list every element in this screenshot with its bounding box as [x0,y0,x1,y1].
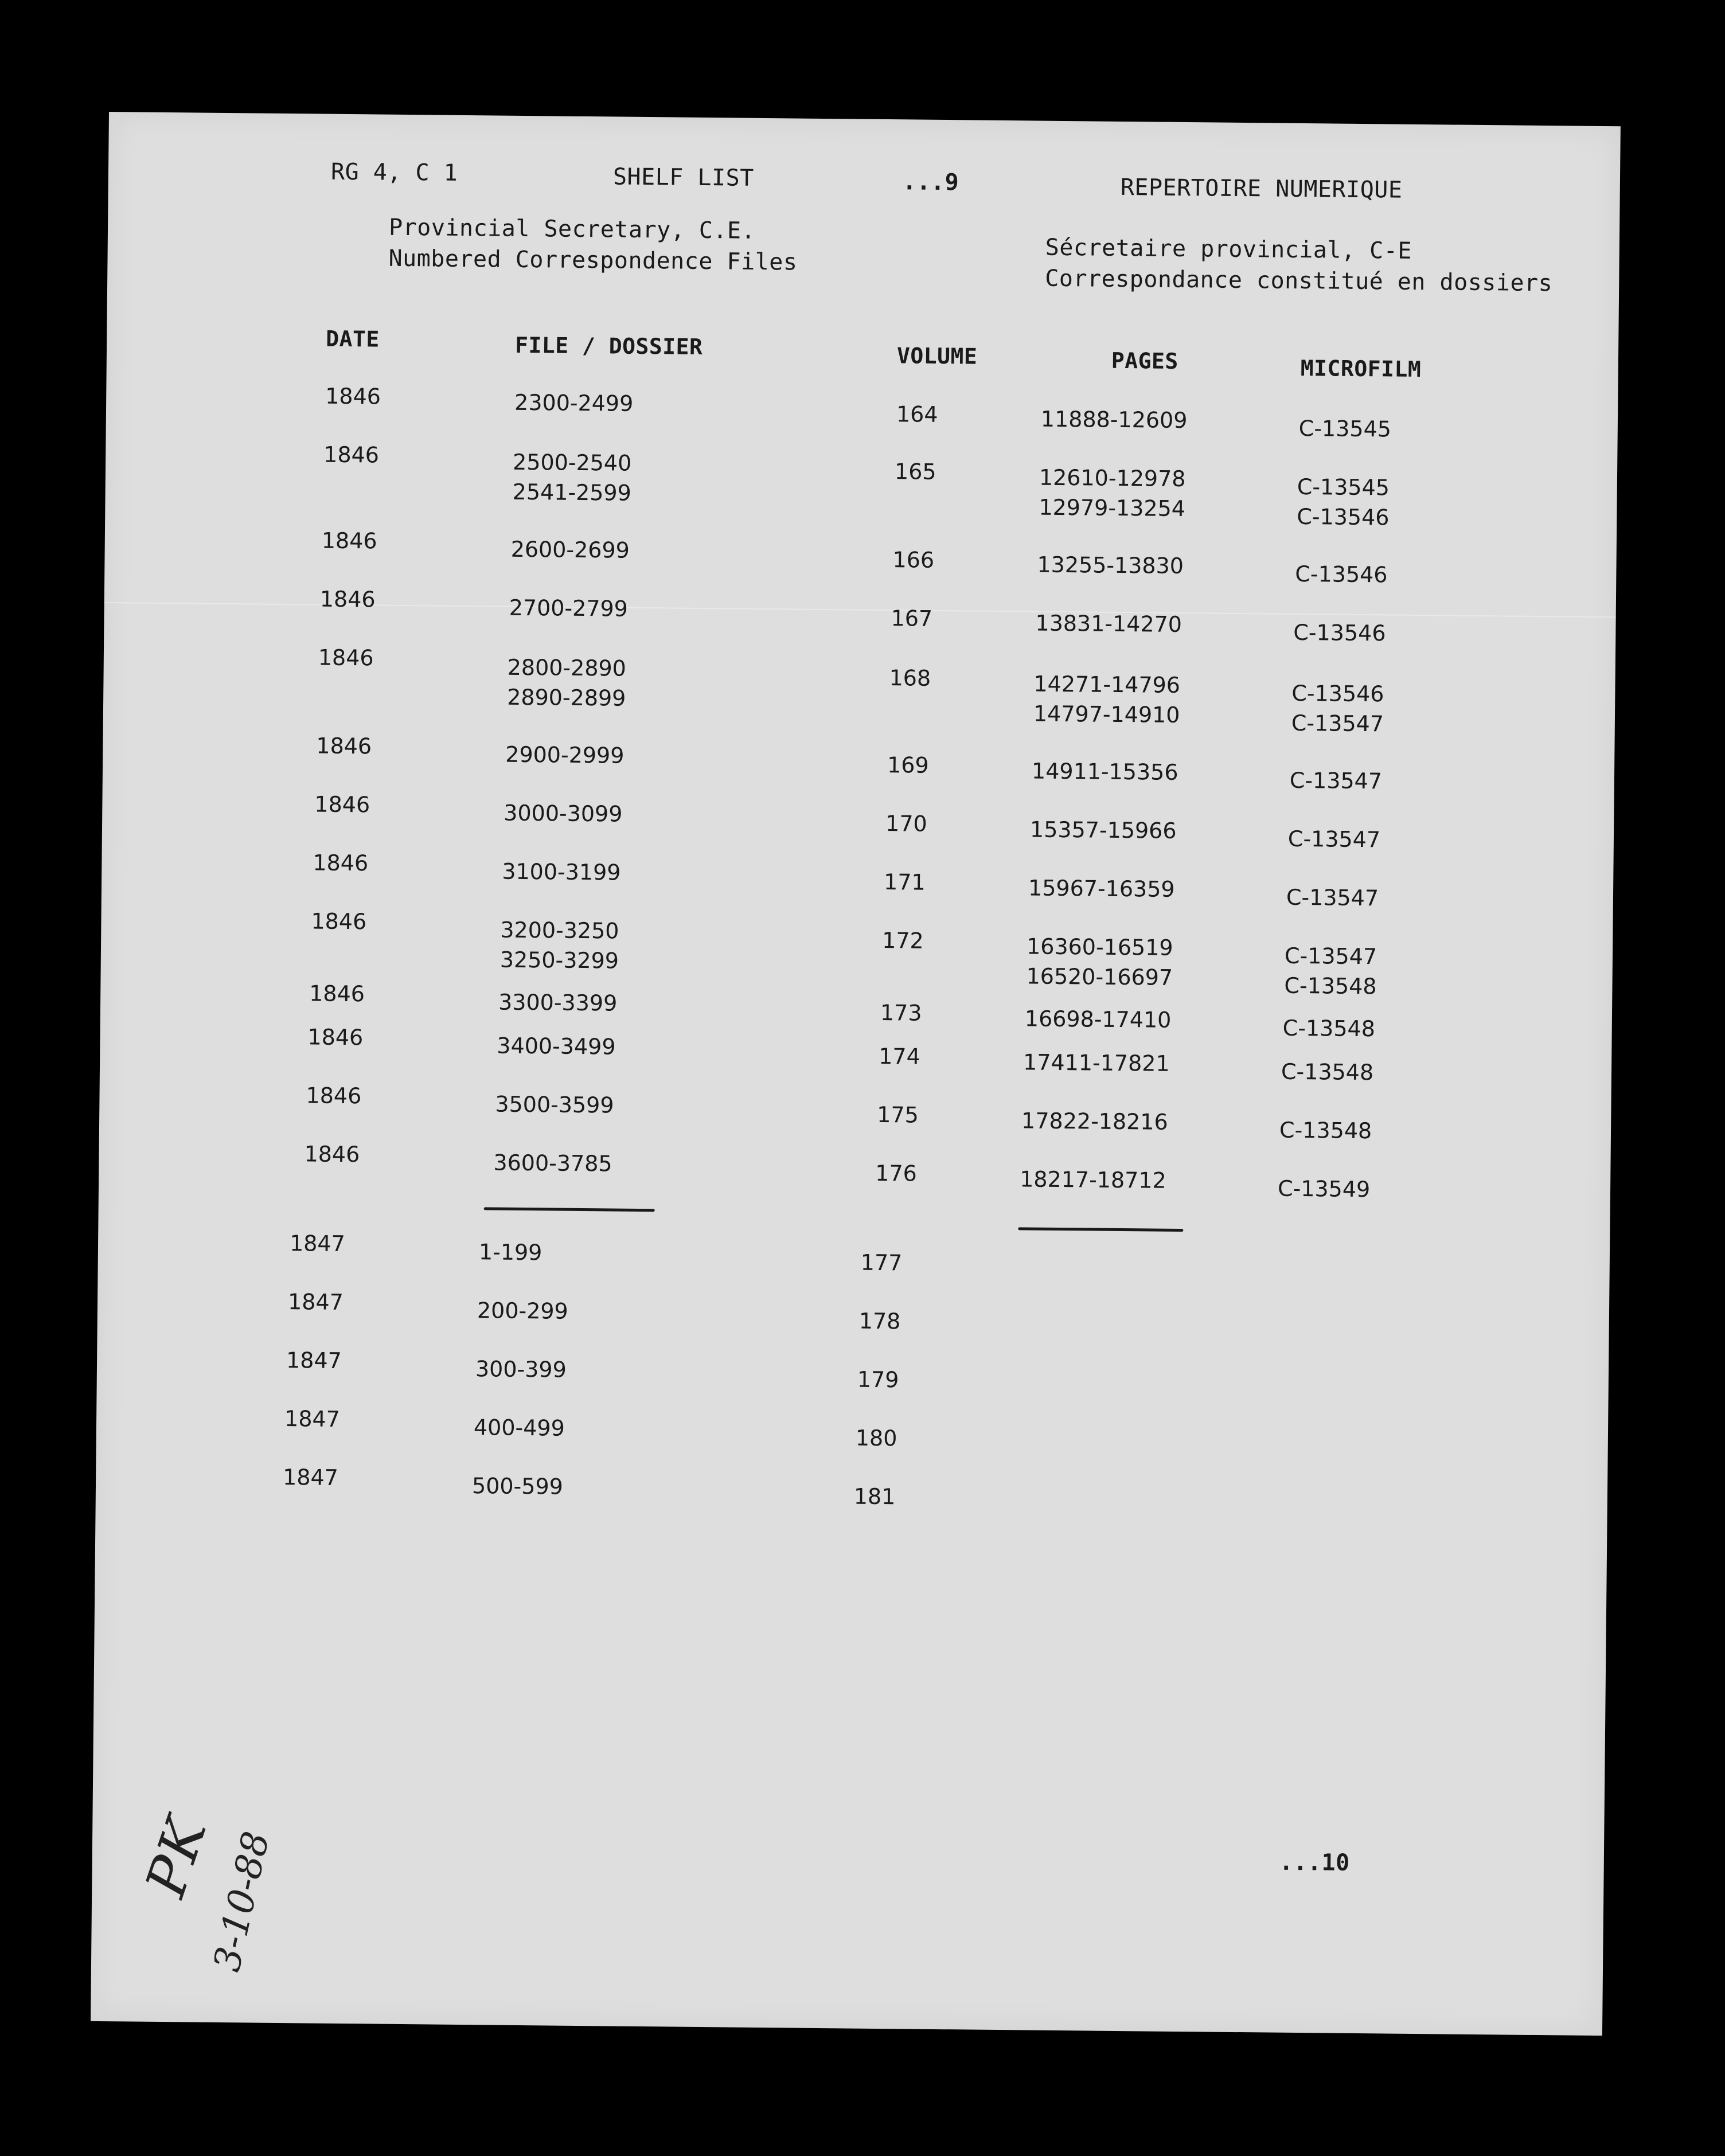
cell-pages: 15357-15966 [1029,817,1177,843]
cell-microfilm: C-13548 [1282,1015,1376,1042]
cell-volume: 167 [891,606,933,631]
cell-date: 1846 [321,528,377,554]
cell-file: 500-599 [471,1473,564,1499]
cell-volume: 176 [875,1160,918,1186]
cell-date: 1847 [282,1464,339,1490]
cell-pages: 13831-14270 [1035,610,1182,638]
column-header-file: FILE / DOSSIER [514,332,703,360]
cell-microfilm: C-13545 [1297,474,1390,501]
cell-microfilm: C-13547 [1287,826,1381,853]
cell-file: 1-199 [478,1239,543,1266]
column-header-pages: PAGES [1111,347,1179,374]
cell-date: 1846 [323,442,380,468]
cell-microfilm: C-13546 [1291,680,1384,707]
cell-microfilm: C-13548 [1281,1059,1374,1085]
cell-volume: 170 [885,811,927,837]
cell-volume: 175 [877,1102,919,1128]
cell-volume: 174 [879,1043,920,1069]
continued-page-number: ...10 [1279,1849,1350,1876]
cell-microfilm-continued: C-13546 [1297,503,1390,530]
series-title-english-1: Provincial Secretary, C.E. [388,214,756,244]
cell-pages-continued: 12979-13254 [1039,494,1186,522]
cell-volume: 168 [889,665,931,691]
cell-date: 1846 [313,850,369,876]
cell-file: 400-499 [473,1415,565,1441]
cell-file: 3400-3499 [497,1033,616,1060]
cell-file: 2300-2499 [514,389,634,416]
handwritten-initials: PK [133,1810,219,1905]
cell-volume: 173 [880,999,922,1026]
cell-date: 1847 [286,1348,342,1373]
cell-volume: 166 [892,547,935,573]
series-title-french-1: Sécretaire provincial, C-E [1045,234,1412,264]
cell-microfilm: C-13547 [1289,767,1383,794]
cell-pages: 18217-18712 [1019,1166,1166,1193]
cell-microfilm: C-13545 [1298,415,1392,442]
cell-volume: 179 [857,1366,899,1393]
shelf-list-title: SHELF LIST [612,163,754,192]
cell-microfilm-continued: C-13547 [1291,710,1384,737]
cell-volume: 171 [883,869,926,895]
cell-microfilm: C-13548 [1279,1117,1372,1144]
cell-pages-continued: 14797-14910 [1033,701,1180,728]
cell-volume: 180 [855,1425,897,1451]
cell-date: 1846 [309,981,365,1007]
cell-pages: 16698-17410 [1024,1006,1172,1033]
cell-microfilm: C-13547 [1286,884,1379,911]
cell-file: 2900-2999 [505,741,625,768]
cell-pages: 17822-18216 [1021,1108,1168,1135]
cell-date: 1846 [307,1024,364,1050]
cell-microfilm-continued: C-13548 [1284,972,1377,999]
record-group-ref: RG 4, C 1 [330,158,458,186]
cell-volume: 177 [860,1249,903,1276]
cell-pages: 15967-16359 [1028,875,1175,902]
page-number: ...9 [902,169,959,196]
cell-volume: 178 [858,1308,901,1334]
cell-pages: 12610-12978 [1039,464,1186,492]
cell-pages-continued: 16520-16697 [1026,963,1173,990]
cell-file: 3100-3199 [502,858,621,885]
series-title-french-2: Correspondance constitué en dossiers [1045,265,1553,297]
cell-pages: 14911-15356 [1031,758,1178,785]
cell-file: 2700-2799 [509,595,629,622]
cell-date: 1846 [325,383,381,409]
cell-file: 3500-3599 [495,1091,614,1118]
cell-date: 1847 [289,1231,345,1257]
cell-pages: 16360-16519 [1026,934,1173,960]
cell-microfilm: C-13546 [1293,619,1386,646]
cell-volume: 181 [853,1483,896,1510]
cell-date: 1846 [314,791,370,818]
cell-file: 300-399 [475,1356,567,1382]
handwritten-date: 3-10-88 [205,1827,278,1975]
column-header-volume: VOLUME [896,343,978,369]
cell-date: 1846 [319,586,376,612]
cell-date: 1847 [284,1406,341,1432]
column-header-date: DATE [326,326,380,352]
cell-microfilm: C-13547 [1284,943,1377,970]
cell-pages: 13255-13830 [1037,552,1184,579]
cell-microfilm: C-13549 [1277,1175,1371,1202]
cell-pages: 17411-17821 [1022,1049,1170,1076]
section-divider-line [484,1207,655,1212]
cell-volume: 172 [881,928,924,954]
cell-volume: 169 [887,752,929,778]
cell-date: 1846 [304,1141,360,1167]
cell-volume: 165 [894,459,936,485]
cell-pages: 14271-14796 [1033,671,1181,698]
cell-file: 2600-2699 [510,536,630,563]
cell-date: 1846 [318,645,374,671]
cell-date: 1847 [287,1289,344,1315]
column-header-microfilm: MICROFILM [1300,355,1422,382]
cell-date: 1846 [311,908,367,935]
section-divider-line [1018,1227,1183,1232]
cell-file: 2800-2890 [507,654,627,681]
cell-date: 1846 [306,1083,362,1109]
document-page [91,112,1621,2036]
cell-file-continued: 2890-2899 [507,684,626,711]
cell-file: 3300-3399 [498,989,618,1016]
repertoire-title: REPERTOIRE NUMERIQUE [1120,174,1403,204]
cell-microfilm: C-13546 [1295,561,1388,588]
cell-volume: 164 [896,401,938,427]
series-title-english-2: Numbered Correspondence Files [388,245,798,276]
cell-file: 3600-3785 [493,1150,612,1177]
cell-date: 1846 [316,733,372,759]
cell-file: 200-299 [477,1298,568,1324]
cell-file: 3200-3250 [500,917,619,944]
cell-file-continued: 3250-3299 [499,947,619,974]
cell-file: 3000-3099 [504,800,623,827]
cell-file-continued: 2541-2599 [512,479,632,506]
cell-pages: 11888-12609 [1040,406,1188,433]
cell-file: 2500-2540 [512,449,632,476]
